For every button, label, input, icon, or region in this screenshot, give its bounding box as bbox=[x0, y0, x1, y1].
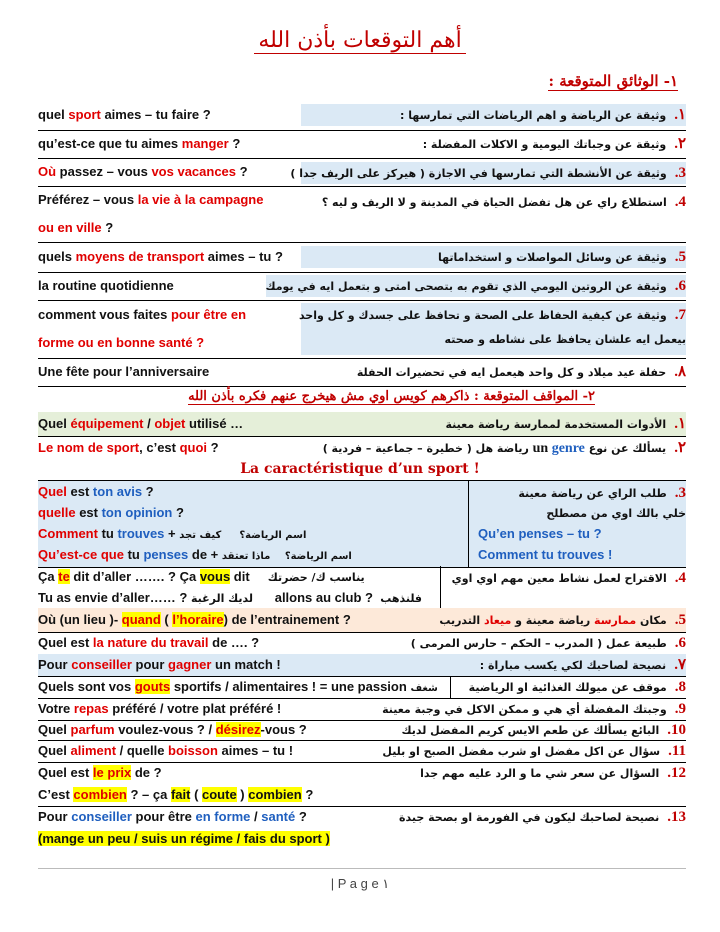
situation-3-arabic: 3.طلب الراي عن رياضة معينة خلي بالك اوي من مصطلح bbox=[518, 485, 686, 520]
doc-2-french: qu’est-ce que tu aimes manger ? bbox=[38, 136, 241, 151]
situation-row-12 bbox=[38, 762, 686, 807]
situation-row-2 bbox=[38, 436, 686, 462]
situation-11-arabic: 11.سؤال عن اكل مفضل او شرب مفضل الصبح او بليل bbox=[382, 743, 686, 759]
situation-row-4 bbox=[38, 566, 686, 609]
situation-7-arabic: ٧.نصيحة لصاحبك لكي يكسب مباراة : bbox=[479, 657, 686, 673]
doc-3-arabic: 3.وثيقة عن الأنشطة التي تمارسها في الاجازة ( هيركز على الريف جدا ) bbox=[301, 162, 686, 184]
situation-10-arabic: 10.البائع يسألك عن طعم الايس كريم المفضل لديك bbox=[401, 722, 686, 738]
situation-3-french-1: Quel est ton avis ? bbox=[38, 484, 154, 499]
situation-3-q2: Comment tu trouves ! bbox=[478, 547, 613, 562]
situation-row-11 bbox=[38, 740, 686, 763]
footer-divider bbox=[38, 868, 686, 869]
situation-12-arabic: 12.السؤال عن سعر شي ما و الرد عليه مهم جدا bbox=[420, 765, 686, 781]
situation-13-french-1: Pour conseiller pour être en forme / santé ? bbox=[38, 809, 307, 824]
situation-row-13 bbox=[38, 806, 686, 852]
situation-row-7 bbox=[38, 654, 686, 677]
doc-6-french: la routine quotidienne bbox=[38, 278, 174, 293]
situation-4-arabic: 4.الاقتراح لعمل نشاط معين مهم اوي اوي bbox=[451, 570, 686, 586]
situation-row-10 bbox=[38, 720, 686, 741]
doc-7-arabic: 7.وثيقة عن كيفية الحفاظ على الصحة و تحافظ على جسدك و كل واحد بيعمل ايه علشان يحافظ على نشاطه و صحته bbox=[301, 303, 686, 355]
situation-9-arabic: 9.وجبتك المفضلة أي هي و ممكن الاكل في وجبة معينة bbox=[382, 701, 686, 717]
situation-row-3 bbox=[38, 480, 686, 568]
situation-12-french-2: C’est combien ? – ça fait ( coute ) combien ? bbox=[38, 787, 314, 802]
doc-4-french-line1: Préférez – vous la vie à la campagne bbox=[38, 192, 264, 207]
doc-4-arabic: 4.استطلاع راي عن هل تفضل الحياة في المدينة و لا الريف و ليه ؟ bbox=[321, 194, 686, 210]
doc-row-7 bbox=[38, 300, 686, 359]
situation-12-french-1: Quel est le prix de ? bbox=[38, 765, 162, 780]
page-title: أهم التوقعات بأذن الله bbox=[0, 28, 720, 53]
situation-11-french: Quel aliment / quelle boisson aimes – tu ! bbox=[38, 743, 294, 758]
doc-7-french-line2: forme ou en bonne santé ? bbox=[38, 335, 205, 350]
situation-row-5 bbox=[38, 608, 686, 633]
subtitle-characteristic: La caractéristique d’un sport ! bbox=[240, 461, 480, 477]
situation-row-6 bbox=[38, 632, 686, 655]
situation-row-9 bbox=[38, 698, 686, 721]
page-number: | P a g e ١ bbox=[330, 876, 390, 891]
doc-row-8 bbox=[38, 358, 686, 387]
doc-1-french: quel sport aimes – tu faire ? bbox=[38, 107, 211, 122]
situation-5-arabic: 5.مكان ممارسة رياضة معينة و ميعاد التدريب bbox=[439, 612, 686, 628]
section-1-heading: ١- الوثائق المتوقعة : bbox=[548, 72, 678, 90]
doc-8-french: Une fête pour l’anniversaire bbox=[38, 364, 210, 379]
situation-row-8 bbox=[38, 676, 686, 699]
situation-13-arabic: 13.نصيحة لصاحبك ليكون في الفورمة او بصحة جيدة bbox=[399, 809, 686, 825]
doc-6-arabic: 6.وثيقة عن الروتين اليومي الذي تقوم به بتصحى امتى و بتعمل ايه في يومك bbox=[266, 275, 686, 297]
doc-5-arabic: 5.وثيقة عن وسائل المواصلات و استخداماتها bbox=[301, 246, 686, 268]
situation-3-q1: Qu’en penses – tu ? bbox=[478, 526, 602, 541]
doc-row-3 bbox=[38, 158, 686, 187]
situation-4-french-2: Tu as envie d’aller…… ? لديك الرغبة allons au club ? فلنذهب bbox=[38, 590, 423, 605]
situation-5-french: Où (un lieu )- quand ( l’horaire) de l’entrainement ? bbox=[38, 612, 351, 627]
doc-4-french-line2: ou en ville ? bbox=[38, 220, 114, 235]
doc-7-french-line1: comment vous faites pour être en bbox=[38, 307, 247, 322]
situation-7-french: Pour conseiller pour gagner un match ! bbox=[38, 657, 281, 672]
situation-row-1 bbox=[38, 412, 686, 437]
situation-10-french: Quel parfum voulez-vous ? / désirez-vous ? bbox=[38, 722, 307, 737]
situation-3-french-3: Comment tu trouves + اسم الرياضة؟ كيف تجد bbox=[38, 526, 307, 541]
doc-row-5 bbox=[38, 242, 686, 273]
situation-4-french-1: Ça te dit d’aller ……. ? Ça vous dit يناسب ك/ حضرتك bbox=[38, 569, 365, 584]
doc-8-arabic: ٨.حفلة عيد ميلاد و كل واحد هيعمل ايه في تحضيرات الحفلة bbox=[356, 364, 686, 380]
doc-row-6 bbox=[38, 272, 686, 301]
doc-row-2 bbox=[38, 130, 686, 159]
situation-1-arabic: ١.الأدوات المستخدمة لممارسة رياضة معينة bbox=[445, 416, 686, 432]
situation-8-french: Quels sont vos gouts sportifs / alimentaires ! = une passion شغف bbox=[38, 679, 438, 694]
doc-5-french: quels moyens de transport aimes – tu ? bbox=[38, 249, 283, 264]
doc-2-arabic: ٢.وثيقة عن وجباتك اليومية و الاكلات المفضلة : bbox=[422, 136, 686, 152]
doc-row-4 bbox=[38, 186, 686, 243]
doc-row-1 bbox=[38, 100, 686, 131]
situation-6-french: Quel est la nature du travail de …. ? bbox=[38, 635, 260, 650]
situation-9-french: Votre repas préféré / votre plat préféré ! bbox=[38, 701, 282, 716]
situation-2-french: Le nom de sport, c’est quoi ? bbox=[38, 440, 219, 455]
section-2-heading: ٢- المواقف المتوقعة : ذاكرهم كويس اوي مش هيخرج عنهم فكره بأذن الله bbox=[188, 389, 595, 404]
situation-8-arabic: 8.موقف عن ميولك الغذائية او الرياضية bbox=[468, 679, 686, 695]
doc-3-french: Où passez – vous vos vacances ? bbox=[38, 164, 248, 179]
situation-3-french-4: Qu’est-ce que tu penses de + اسم الرياضة؟ ماذا تعتقد bbox=[38, 547, 352, 562]
situation-3-french-2: quelle est ton opinion ? bbox=[38, 505, 184, 520]
situation-6-arabic: 6.طبيعة عمل ( المدرب – الحكم – حارس المرمى ) bbox=[410, 635, 686, 651]
situation-2-arabic: ٢.يسألك عن نوع un genre رياضة هل ( خطيرة – جماعية – فردية ) bbox=[322, 440, 686, 456]
doc-1-arabic: ١.وثيقة عن الرياضة و اهم الرياضات التي تمارسها : bbox=[301, 104, 686, 126]
situation-13-french-2: (mange un peu / suis un régime / fais du sport ) bbox=[38, 831, 330, 846]
situation-1-french: Quel équipement / objet utilisé … bbox=[38, 416, 244, 431]
